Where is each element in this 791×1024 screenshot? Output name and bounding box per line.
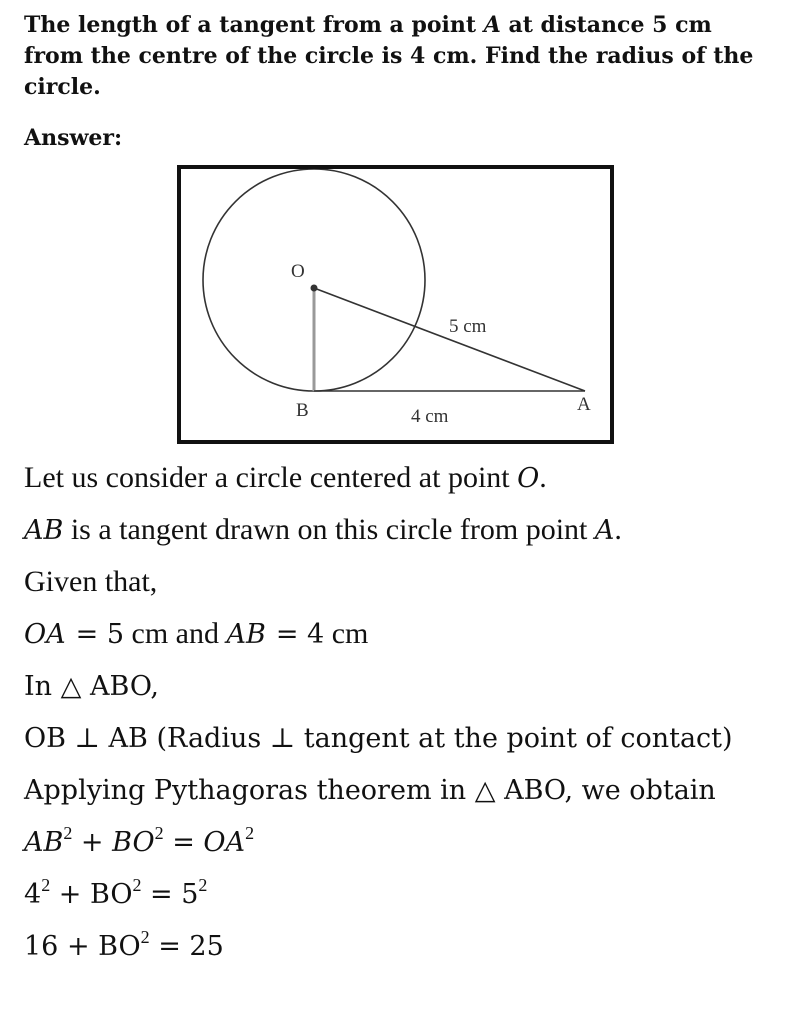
solution-line-4: OA = 5 cm and AB = 4 cm bbox=[24, 617, 369, 650]
solution-line-5: In △ ABO, bbox=[24, 671, 159, 702]
label-oa-length: 5 cm bbox=[449, 316, 487, 337]
solution-line-1: Let us consider a circle centered at point O. bbox=[24, 461, 547, 494]
label-b: B bbox=[296, 400, 309, 421]
solution-line-8: $AB^2 + BO^2 = OA^2$ bbox=[24, 823, 255, 858]
solution-line-2: AB is a tangent drawn on this circle from point A. bbox=[24, 513, 622, 546]
answer-label: Answer: bbox=[24, 125, 123, 151]
solution-line-7: Applying Pythagoras theorem in △ ABO, we obtain bbox=[24, 775, 716, 806]
tangent-figure bbox=[177, 165, 614, 444]
center-point-o bbox=[311, 285, 318, 292]
label-o: O bbox=[291, 261, 305, 282]
solution-line-3: Given that, bbox=[24, 565, 158, 598]
question-text bbox=[24, 10, 774, 103]
question-part-1: The length of a tangent from a point bbox=[24, 12, 484, 38]
question-var-a: A bbox=[483, 12, 501, 38]
solution-line-9: $4^2 + BO^2 = 5^2$ bbox=[24, 875, 208, 910]
label-ab-length: 4 cm bbox=[411, 406, 449, 427]
solution-line-10: $16 + BO^2 = 25$ bbox=[24, 927, 224, 962]
solution-line-6: OB ⊥ AB (Radius ⊥ tangent at the point of contact) bbox=[24, 723, 733, 754]
tangent-diagram bbox=[181, 169, 610, 440]
segment-oa bbox=[314, 288, 585, 391]
question-part-2: at distance 5 cm from the centre of the circle is 4 cm. Find the radius of the circle. bbox=[24, 12, 754, 100]
label-a: A bbox=[577, 394, 591, 415]
